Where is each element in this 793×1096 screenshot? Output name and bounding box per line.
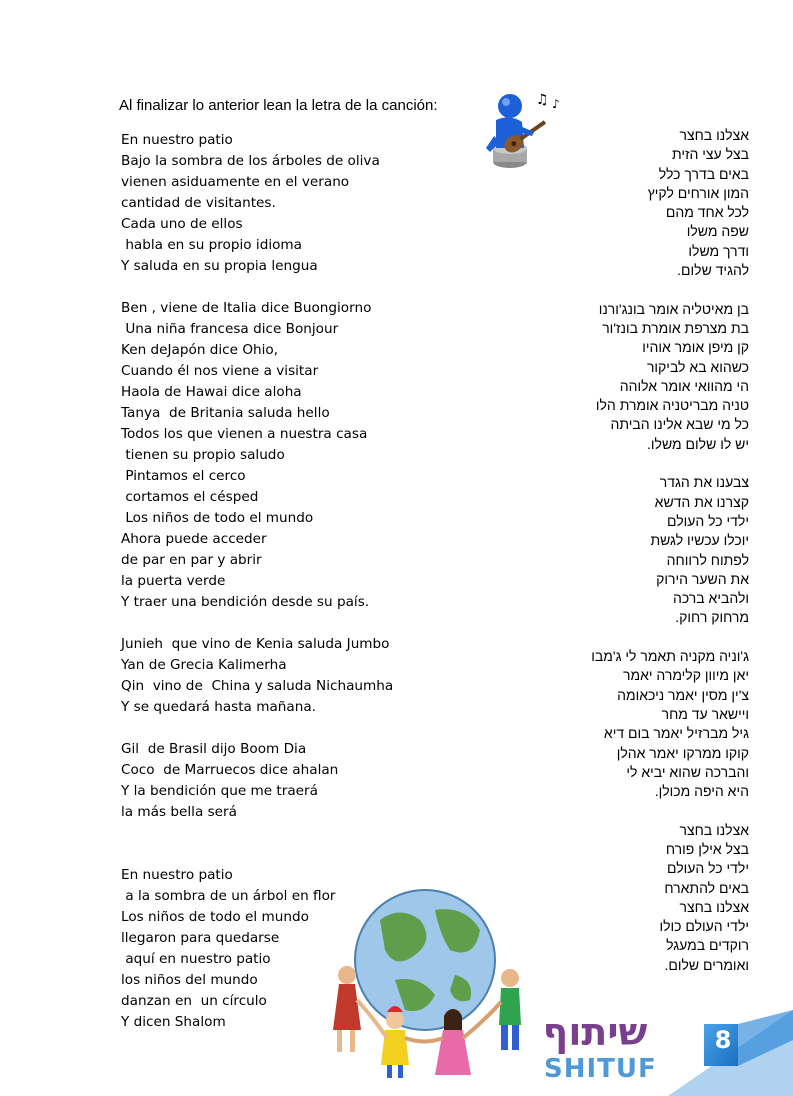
lyric-line: Yan de Grecia Kalimerha (121, 657, 287, 673)
hebrew-stanza-3 (489, 473, 749, 627)
lyric-line: Y la bendición que me traerá (121, 783, 318, 799)
lyric-line: aquí en nuestro patio (121, 951, 271, 967)
lyric-line: את השער הירוק (656, 570, 749, 587)
logo-latin-text: SHITUF (544, 1054, 657, 1084)
lyric-line: להגיד שלום. (677, 262, 749, 279)
child-figure (499, 969, 521, 1050)
lyric-line: אצלנו בחצר (679, 898, 749, 915)
lyric-line: Y dicen Shalom (121, 1014, 226, 1030)
lyric-line: לפתוח לרווחה (666, 551, 749, 568)
lyric-line: צ'ין מסין יאמר ניכאומה (617, 686, 749, 703)
lyric-line: tienen su propio saludo (121, 447, 285, 463)
lyric-line: שפה משלו (686, 223, 749, 240)
lyric-line: la puerta verde (121, 573, 226, 589)
lyric-line: a la sombra de un árbol en flor (121, 888, 336, 904)
lyric-line: קוקו ממרקו יאמר אהלן (616, 744, 749, 761)
shituf-logo (540, 1010, 657, 1090)
lyric-line: Ben , viene de Italia dice Buongiorno (121, 300, 372, 316)
lyric-line: אצלנו בחצר (679, 821, 749, 838)
lyric-line: ילדי העולם כולו (659, 918, 749, 935)
lyric-line: los niños del mundo (121, 972, 258, 988)
lyric-line: Pintamos el cerco (121, 468, 246, 484)
lyric-line: de par en par y abrir (121, 552, 262, 568)
lyric-line: Y se quedará hasta mañana. (121, 699, 316, 715)
lyric-line: יוכלו עכשיו לגשת (650, 532, 749, 549)
lyric-line: ילדי כל העולם (666, 512, 749, 529)
lyric-line: קן מיפן אומר אוהיו (642, 339, 749, 356)
lyric-line: אצלנו בחצר (679, 127, 749, 143)
lyric-line: ודרך משלו (688, 242, 749, 259)
lyric-line: Una niña francesa dice Bonjour (121, 321, 339, 337)
lyric-line: Y traer una bendición desde su país. (121, 594, 370, 610)
lyric-line: Haola de Hawai dice aloha (121, 384, 302, 400)
lyric-line: llegaron para quedarse (121, 930, 280, 946)
page-number: 8 (714, 1026, 732, 1054)
lyric-line: cortamos el césped (121, 489, 259, 505)
lyric-line: ואומרים שלום. (664, 956, 749, 973)
lyric-line: באים להתארח (664, 879, 749, 896)
lyric-line: Ahora puede acceder (121, 531, 267, 547)
lyric-line: טניה מבריטניה אומרת הלו (595, 397, 749, 414)
lyric-line: בן מאיטליה אומר בונג'ורנו (598, 300, 749, 317)
spanish-stanza-1 (121, 130, 381, 277)
lyric-line: היא היפה מכולן. (654, 783, 749, 800)
lyric-line: יש לו שלום משלו. (647, 435, 749, 452)
lyric-line: Cada uno de ellos (121, 216, 243, 232)
lyric-line: Los niños de todo el mundo (121, 510, 314, 526)
spanish-stanza-3 (121, 634, 394, 718)
hebrew-lyrics (489, 126, 749, 975)
lyric-line: Qin vino de China y saluda Nichaumha (121, 678, 394, 694)
lyric-line: בצל עצי הזית (671, 146, 749, 163)
guitar-player-illustration (474, 86, 566, 176)
hebrew-stanza-2 (489, 300, 749, 454)
lyric-line: כשהוא בא לביקור (646, 358, 749, 375)
lyric-line: רוקדים במעגל (666, 937, 749, 954)
lyric-line: la más bella será (121, 804, 237, 820)
lyric-line: Gil de Brasil dijo Boom Dia (121, 741, 307, 757)
hebrew-stanza-4 (489, 647, 749, 801)
lyric-line: גיל מברזיל יאמר בום דיא (603, 725, 749, 742)
lyric-line: ויישאר עד מחר (661, 705, 749, 722)
lyric-line: Cuando él nos viene a visitar (121, 363, 319, 379)
lyric-line: צבענו את הגדר (659, 474, 749, 491)
lyric-line: הי מהוואי אומר אלוהה (619, 377, 749, 394)
lyric-line: מרחוק רחוק. (675, 609, 749, 626)
lyric-line: המון אורחים לקיץ (647, 184, 749, 201)
lyric-line: Junieh que vino de Kenia saluda Jumbo (121, 636, 390, 652)
lyric-line: כל מי שבא אלינו הביתה (610, 416, 749, 433)
lyric-line: En nuestro patio (121, 132, 233, 148)
lyric-line: ולהביא ברכה (673, 590, 749, 607)
lyric-line: En nuestro patio (121, 867, 233, 883)
lyric-line: habla en su propio idioma (121, 237, 302, 253)
children-around-globe-illustration (325, 880, 535, 1080)
lyric-line: Todos los que vienen a nuestra casa (121, 426, 368, 442)
intro-instruction: Al finalizar lo anterior lean la letra de la canción: (119, 97, 438, 114)
lyric-line: באים בדרך כלל (658, 165, 749, 182)
lyric-line: danzan en un círculo (121, 993, 267, 1009)
lyric-line: והברכה שהוא יביא לי (626, 763, 749, 780)
lyric-line: בצל אילן פורח (665, 840, 749, 857)
logo-hebrew-text: שיתוף (542, 1010, 648, 1054)
lyric-line: Bajo la sombra de los árboles de oliva (121, 153, 380, 169)
svg-text:♫: ♫ (536, 92, 549, 108)
lyric-line: cantidad de visitantes. (121, 195, 276, 211)
lyric-line: לכל אחד מהם (665, 204, 749, 221)
spanish-stanza-2 (121, 298, 381, 613)
svg-text:♪: ♪ (552, 97, 560, 111)
lyric-line: Y saluda en su propia lengua (121, 258, 318, 274)
lyric-line: בת מצרפת אומרת בונז'ור (602, 319, 749, 336)
lyric-line: Coco de Marruecos dice ahalan (121, 762, 339, 778)
lyric-line: ילדי כל העולם (666, 860, 749, 877)
lyric-line: ג'וניה מקניה תאמר לי ג'מבו (591, 648, 749, 665)
spanish-stanza-4 (121, 739, 381, 823)
lyric-line: יאן מיוון קלימרה יאמר (622, 667, 749, 684)
lyric-line: Tanya de Britania saluda hello (121, 405, 330, 421)
lyric-line: Los niños de todo el mundo (121, 909, 309, 925)
lyric-line: vienen asiduamente en el verano (121, 174, 350, 190)
lyric-line: Ken deJapón dice Ohio, (121, 342, 279, 358)
lyric-line: קצרנו את הדשא (654, 493, 749, 510)
